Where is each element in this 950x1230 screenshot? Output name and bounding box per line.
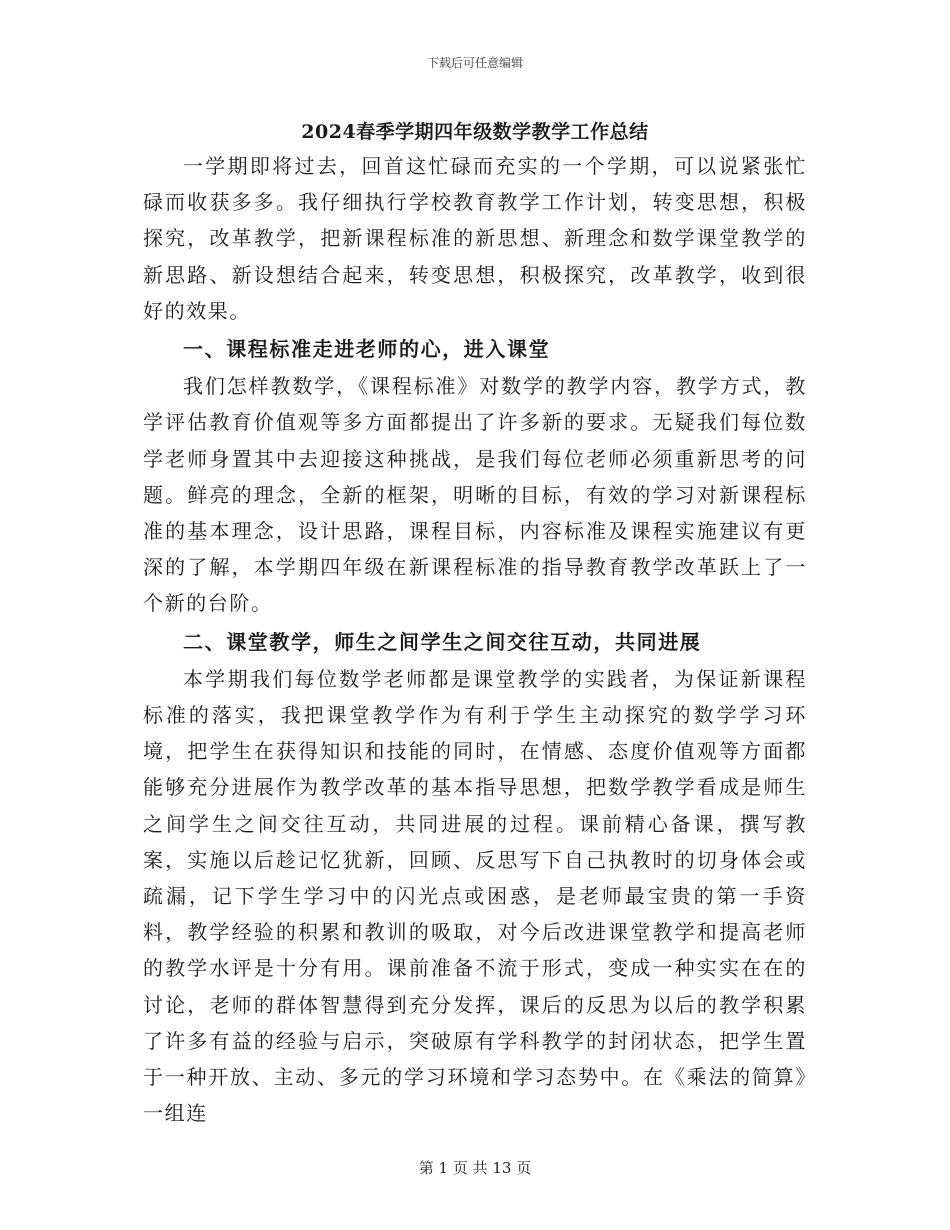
section-body-2: 本学期我们每位数学老师都是课堂教学的实践者，为保证新课程标准的落实，我把课堂教学作为有利于学生主动探究的数学学习环境，把学生在获得知识和技能的同时，在情感、态度价值观等方面都能够充分进展作为教学改革的基本指导思想，把数学教学看成是师生之间学生之间交往互动，共同进展的过程。课前精心备课，撰写教案，实施以后趁记忆犹新，回顾、反思写下自己执教时的切身体会或疏漏，记下学生学习中的闪光点或困惑，是老师最宝贵的第一手资料，教学经验的积累和教训的吸取，对今后改进课堂教学和提高老师的教学水评是十分有用。课前准备不流于形式，变成一种实实在在的讨论，老师的群体智慧得到充分发挥，课后的反思为以后的教学积累了许多有益的经验与启示，突破原有学科教学的封闭状态，把学生置于一种开放、主动、多元的学习环境和学习态势中。在《乘法的简算》一组连 [143, 666, 807, 1126]
header-note: 下载后可任意编辑 [426, 56, 523, 70]
section-heading-1: 一、课程标准走进老师的心，进入课堂 [183, 337, 551, 362]
page-number: 第 1 页 共 13 页 [418, 1159, 532, 1177]
section-heading-2: 二、课堂教学，师生之间学生之间交往互动，共同进展 [183, 629, 702, 654]
document-body [143, 148, 807, 1131]
document-title: 2024春季学期四年级数学教学工作总结 [301, 121, 649, 143]
section-body-1: 我们怎样教数学，《课程标准》对数学的教学内容，教学方式，教学评估教育价值观等多方面都提出了许多新的要求。无疑我们每位数学老师身置其中去迎接这种挑战，是我们每位老师必须重新思考的问题。鲜亮的理念，全新的框架，明晰的目标，有效的学习对新课程标准的基本理念，设计思路，课程目标，内容标准及课程实施建议有更深的了解，本学期四年级在新课程标准的指导教育教学改革跃上了一个新的台阶。 [143, 374, 807, 616]
intro-paragraph: 一学期即将过去，回首这忙碌而充实的一个学期，可以说紧张忙碌而收获多多。我仔细执行学校教育教学工作计划，转变思想，积极探究，改革教学，把新课程标准的新思想、新理念和数学课堂教学的新思路、新设想结合起来，转变思想，积极探究，改革教学，收到很好的效果。 [143, 154, 807, 323]
